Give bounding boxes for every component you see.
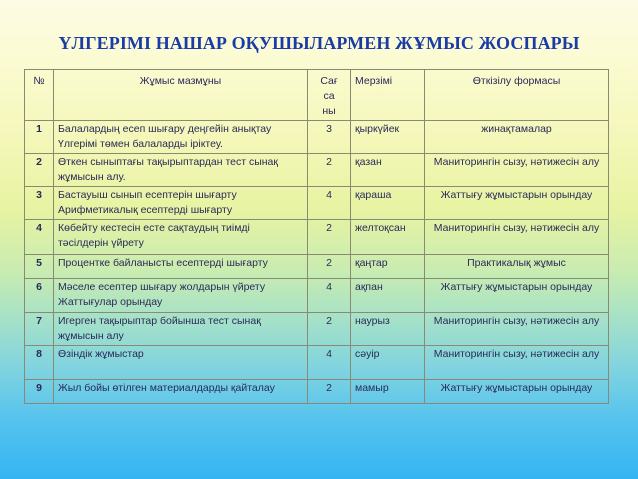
row-hours: 2 xyxy=(308,380,351,404)
row-form: Маниторингін сызу, нәтижесін алу xyxy=(425,313,609,346)
row-form: Маниторингін сызу, нәтижесін алу xyxy=(425,346,609,380)
row-number: 4 xyxy=(25,220,54,255)
row-form: Жаттығу жұмыстарын орындау xyxy=(425,279,609,313)
row-content: Жыл бойы өтілген материалдарды қайталау xyxy=(54,380,308,404)
row-deadline: наурыз xyxy=(351,313,425,346)
row-deadline: қаңтар xyxy=(351,255,425,279)
row-hours: 2 xyxy=(308,313,351,346)
row-deadline: желтоқсан xyxy=(351,220,425,255)
table-row xyxy=(25,220,609,255)
row-hours: 2 xyxy=(308,154,351,187)
table-row xyxy=(25,121,609,154)
row-hours: 3 xyxy=(308,121,351,154)
row-form: Маниторингін сызу, нәтижесін алу xyxy=(425,154,609,187)
row-number: 5 xyxy=(25,255,54,279)
header-number: № xyxy=(25,70,54,121)
row-content: Игерген тақырыптар бойынша тест сынақ жұмысын алу xyxy=(54,313,308,346)
row-content: Балалардың есеп шығару деңгейін анықтау Үлгерімі төмен балаларды іріктеу. xyxy=(54,121,308,154)
table-row xyxy=(25,279,609,313)
table-row xyxy=(25,154,609,187)
row-hours: 2 xyxy=(308,255,351,279)
row-form: Маниторингін сызу, нәтижесін алу xyxy=(425,220,609,255)
row-content: Процентке байланысты есептерді шығарту xyxy=(54,255,308,279)
row-form: Практикалық жұмыс xyxy=(425,255,609,279)
row-deadline: ақпан xyxy=(351,279,425,313)
row-deadline: қыркүйек xyxy=(351,121,425,154)
row-form: Жаттығу жұмыстарын орындау xyxy=(425,187,609,220)
row-number: 9 xyxy=(25,380,54,404)
table-row xyxy=(25,187,609,220)
work-plan-table xyxy=(24,69,609,404)
row-number: 1 xyxy=(25,121,54,154)
row-content: Көбейту кестесін есте сақтаудың тиімді тәсілдерін үйрету xyxy=(54,220,308,255)
row-deadline: сәуір xyxy=(351,346,425,380)
row-hours: 4 xyxy=(308,279,351,313)
table-row xyxy=(25,380,609,404)
page-title: ҮЛГЕРІМІ НАШАР ОҚУШЫЛАРМЕН ЖҰМЫС ЖОСПАРЫ xyxy=(58,33,580,53)
row-number: 6 xyxy=(25,279,54,313)
header-content: Жұмыс мазмұны xyxy=(54,70,308,121)
row-number: 2 xyxy=(25,154,54,187)
header-hours xyxy=(308,70,351,121)
row-number: 3 xyxy=(25,187,54,220)
row-hours: 4 xyxy=(308,187,351,220)
row-form: жинақтамалар xyxy=(425,121,609,154)
table-row xyxy=(25,255,609,279)
row-hours: 4 xyxy=(308,346,351,380)
header-form: Өткізілу формасы xyxy=(425,70,609,121)
row-deadline: мамыр xyxy=(351,380,425,404)
row-content: Өткен сыныптағы тақырыптардан тест сынақ жұмысын алу. xyxy=(54,154,308,187)
row-number: 7 xyxy=(25,313,54,346)
table-header-row xyxy=(25,70,609,121)
header-deadline: Мерзімі xyxy=(351,70,425,121)
row-content: Бастауыш сынып есептерін шығарту Арифметикалық есептерді шығарту xyxy=(54,187,308,220)
row-content: Өзіндік жұмыстар xyxy=(54,346,308,380)
row-deadline: қараша xyxy=(351,187,425,220)
row-deadline: қазан xyxy=(351,154,425,187)
table-row xyxy=(25,313,609,346)
row-content: Мәселе есептер шығару жолдарын үйрету Жаттығулар орындау xyxy=(54,279,308,313)
row-hours: 2 xyxy=(308,220,351,255)
header-hours-label: Сағ са ны xyxy=(320,75,338,117)
row-number: 8 xyxy=(25,346,54,380)
row-form: Жаттығу жұмыстарын орындау xyxy=(425,380,609,404)
table-row xyxy=(25,346,609,380)
